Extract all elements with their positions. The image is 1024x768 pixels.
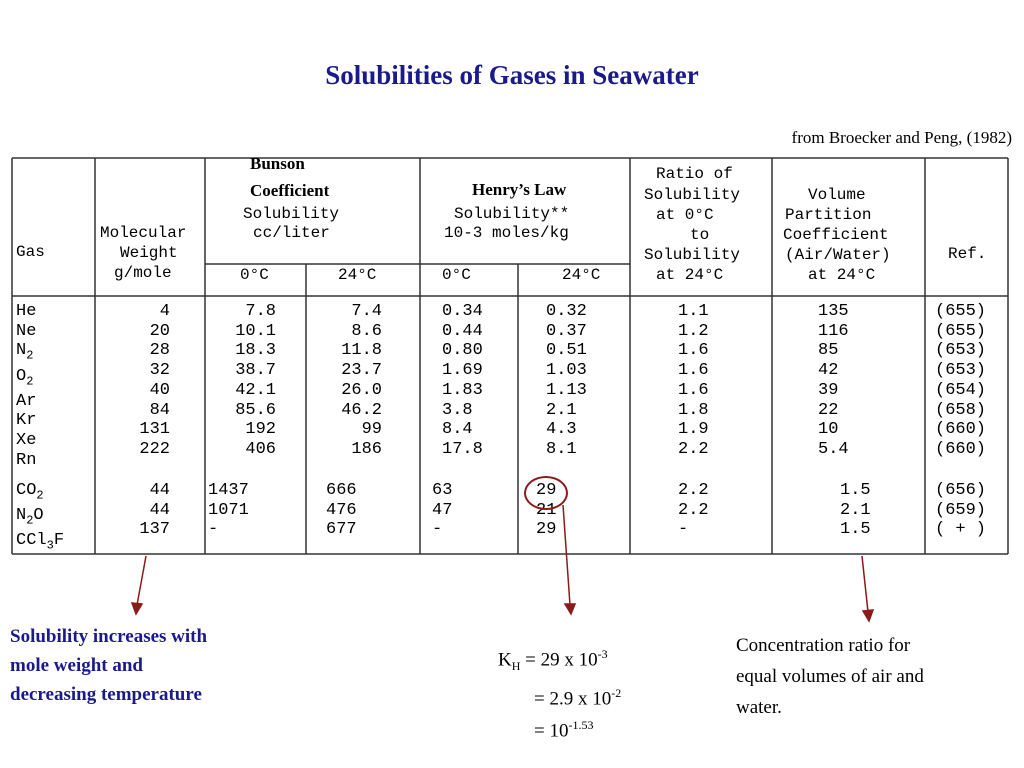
table-cell: (654) — [935, 380, 987, 400]
table-cell: $O_2$ — [16, 366, 34, 388]
header-ratio-line1: Ratio of — [656, 165, 733, 183]
henry-0c-column-group1 — [442, 302, 483, 460]
header-volume-line1: Volume — [808, 186, 866, 204]
table-cell: 8.6 — [351, 321, 382, 341]
table-cell: (660) — [935, 420, 987, 440]
header-bunson-solubility: Solubility — [243, 205, 340, 223]
table-cell: 1.6 — [678, 380, 709, 400]
table-cell: 137 — [139, 520, 170, 540]
header-henry-0c: 0°C — [442, 266, 471, 284]
left-annotation-line1: Solubility increases with — [10, 626, 208, 647]
table-cell: Ne — [16, 321, 37, 341]
table-cell: 22 — [818, 400, 839, 420]
table-cell: 1.2 — [678, 321, 709, 341]
table-cell: 10 — [818, 420, 839, 440]
table-cell: (653) — [935, 361, 987, 381]
henry-0c-column-group2 — [432, 481, 452, 540]
highlight-circle — [524, 476, 568, 510]
volume-column-group1 — [818, 302, 849, 460]
table-cell: 116 — [818, 321, 849, 341]
header-volume-line4: (Air/Water) — [785, 246, 891, 264]
table-cell: 18.3 — [235, 341, 276, 361]
table-cell: 0.51 — [546, 341, 587, 361]
header-henry-units: 10-3 moles/kg — [444, 224, 569, 242]
table-cell: (658) — [935, 400, 987, 420]
table-cell: 7.8 — [245, 302, 276, 321]
page-title: Solubilities of Gases in Seawater — [325, 60, 699, 90]
ratio-column-group1 — [678, 302, 709, 460]
header-volume-line3: Coefficient — [783, 226, 889, 244]
table-cell: 1437 — [208, 481, 249, 500]
table-cell: CCl$_3$F — [16, 531, 65, 553]
table-cell: 2.2 — [678, 500, 709, 520]
header-bunson-24c: 24°C — [338, 266, 377, 284]
table-cell: 21 — [536, 500, 557, 520]
table-cell: 26.0 — [341, 380, 382, 400]
table-cell: Rn — [16, 450, 37, 470]
left-annotation-line3: decreasing temperature — [10, 684, 202, 705]
table-cell: 406 — [245, 439, 276, 459]
table-cell: 32 — [149, 361, 170, 381]
table-cell: 63 — [432, 481, 453, 500]
table-cell: 2.2 — [678, 481, 709, 500]
header-henry-24c: 24°C — [562, 266, 601, 284]
bunson-24c-column-group2 — [326, 481, 357, 540]
right-annotation — [736, 630, 924, 723]
table-cell: 1.03 — [546, 361, 587, 381]
table-cell: 4.3 — [546, 420, 577, 440]
kh-line2 — [498, 680, 621, 712]
table-cell: 39 — [818, 380, 839, 400]
table-cell: $N_2O$ — [16, 506, 44, 528]
table-cell: (656) — [935, 481, 987, 500]
table-cell: 29 — [536, 520, 557, 540]
header-gas: Gas — [16, 243, 45, 261]
table-cell: 4 — [159, 302, 170, 321]
table-cell: 46.2 — [341, 400, 382, 420]
mw-column-group2 — [110, 481, 170, 540]
header-ratio-line6: at 24°C — [656, 266, 724, 284]
table-cell: 7.4 — [351, 302, 382, 321]
kh-line1-text: = 29 x 10 — [520, 649, 598, 671]
arrow-left — [137, 556, 146, 605]
table-cell: 186 — [351, 439, 382, 459]
table-cell: 40 — [149, 380, 170, 400]
header-ratio-line4: to — [690, 226, 710, 244]
header-ratio-line3: at 0°C — [656, 206, 714, 224]
kh-subscript: H — [511, 659, 521, 674]
table-cell: (655) — [935, 302, 987, 321]
table-cell: 1.1 — [678, 302, 709, 321]
kh-symbol: K — [498, 649, 512, 671]
table-cell: 1.83 — [442, 380, 483, 400]
table-cell: - — [208, 520, 219, 540]
table-cell: 1071 — [208, 500, 249, 520]
header-mw-line1: Molecular — [100, 224, 187, 242]
table-cell: 131 — [139, 420, 170, 440]
table-cell: 42.1 — [235, 380, 276, 400]
table-cell: Xe — [16, 431, 37, 450]
table-cell: (659) — [935, 500, 987, 520]
arrow-right — [862, 556, 868, 612]
table-cell: $N_2$ — [16, 341, 34, 363]
table-cell: 1.5 — [840, 481, 871, 500]
table-cell: 47 — [432, 500, 453, 520]
right-annotation-line3: water. — [736, 697, 782, 718]
table-cell: Kr — [16, 411, 37, 431]
ratio-column-group2 — [678, 481, 709, 540]
table-cell: (660) — [935, 439, 987, 459]
header-henry-solubility: Solubility** — [454, 205, 570, 223]
table-cell: 476 — [326, 500, 357, 520]
kh-line3 — [498, 712, 621, 744]
table-cell: 0.37 — [546, 321, 587, 341]
table-cell: 2.2 — [678, 439, 709, 459]
table-cell: 1.69 — [442, 361, 483, 381]
ref-column-group2 — [935, 481, 986, 540]
kh-line2-exponent: -2 — [611, 686, 622, 701]
table-cell: Ar — [16, 391, 37, 411]
table-cell: (653) — [935, 341, 987, 361]
ref-column-group1 — [935, 302, 986, 460]
table-cell: 677 — [326, 520, 357, 540]
table-cell: He — [16, 302, 37, 321]
header-mw-line2: Weight — [120, 244, 178, 262]
table-cell: - — [432, 520, 443, 540]
table-cell: 8.1 — [546, 439, 577, 459]
table-cell: 2.1 — [546, 400, 577, 420]
table-cell: 1.5 — [840, 520, 871, 540]
kh-line1 — [498, 641, 621, 680]
table-cell: 23.7 — [341, 361, 382, 381]
gas-column-group1 — [16, 302, 36, 470]
header-bunson: Bunson — [250, 154, 305, 173]
table-cell: 5.4 — [818, 439, 849, 459]
table-cell: 1.6 — [678, 361, 709, 381]
table-cell: 20 — [149, 321, 170, 341]
table-cell: 28 — [149, 341, 170, 361]
bunson-24c-column-group1 — [320, 302, 382, 460]
header-ratio-line5: Solubility — [644, 246, 741, 264]
kh-line3-text: = 10 — [534, 720, 569, 742]
table-cell: 135 — [818, 302, 849, 321]
table-cell: 1.6 — [678, 341, 709, 361]
left-annotation — [10, 622, 207, 709]
table-cell: 44 — [149, 481, 170, 500]
header-mw-line3: g/mole — [114, 264, 172, 282]
table-cell: 0.80 — [442, 341, 483, 361]
solubility-table — [10, 156, 1010, 556]
header-bunson-units: cc/liter — [253, 224, 330, 242]
header-volume-line5: at 24°C — [808, 266, 876, 284]
table-cell: (655) — [935, 321, 987, 341]
table-cell: 29 — [536, 481, 557, 500]
header-ratio-line2: Solubility — [644, 186, 741, 204]
header-ref: Ref. — [948, 245, 987, 263]
table-cell: 85.6 — [235, 400, 276, 420]
table-cell: 10.1 — [235, 321, 276, 341]
table-cell: 3.8 — [442, 400, 473, 420]
right-annotation-line2: equal volumes of air and — [736, 666, 924, 687]
table-cell: 42 — [818, 361, 839, 381]
table-cell: 1.13 — [546, 380, 587, 400]
table-cell: 11.8 — [341, 341, 382, 361]
table-cell: 0.34 — [442, 302, 483, 321]
header-coefficient: Coefficient — [250, 181, 330, 200]
table-cell: 38.7 — [235, 361, 276, 381]
table-cell: 222 — [139, 439, 170, 459]
table-cell: ( + ) — [935, 520, 987, 540]
table-cell: 17.8 — [442, 439, 483, 459]
table-cell: 192 — [245, 420, 276, 440]
volume-column-group2 — [840, 481, 871, 540]
table-cell: 1.8 — [678, 400, 709, 420]
header-bunson-0c: 0°C — [240, 266, 269, 284]
left-annotation-line2: mole weight and — [10, 655, 143, 676]
henry-constant-annotation — [498, 641, 621, 745]
header-volume-line2: Partition — [785, 206, 872, 224]
bunson-0c-column-group2 — [208, 481, 249, 540]
table-cell: 8.4 — [442, 420, 473, 440]
table-cell: 85 — [818, 341, 839, 361]
mw-column-group1 — [110, 302, 170, 460]
kh-line2-text: = 2.9 x 10 — [534, 688, 612, 710]
right-annotation-line1: Concentration ratio for — [736, 635, 911, 656]
table-cell: 44 — [149, 500, 170, 520]
table-cell: 1.9 — [678, 420, 709, 440]
table-cell: - — [678, 520, 689, 540]
bunson-0c-column-group1 — [208, 302, 276, 460]
table-cell: 99 — [361, 420, 382, 440]
gas-column-group2 — [16, 481, 64, 556]
henry-24c-column-group1 — [546, 302, 587, 460]
table-cell: 0.32 — [546, 302, 587, 321]
table-cell: 0.44 — [442, 321, 483, 341]
header-henry: Henry’s Law — [472, 180, 567, 199]
kh-line1-exponent: -3 — [597, 647, 608, 661]
table-cell: 666 — [326, 481, 357, 500]
source-citation: from Broecker and Peng, (1982) — [791, 128, 1012, 147]
table-cell: 84 — [149, 400, 170, 420]
table-cell: 2.1 — [840, 500, 871, 520]
kh-line3-exponent: -1.53 — [568, 718, 594, 733]
table-cell: $CO_2$ — [16, 481, 44, 503]
